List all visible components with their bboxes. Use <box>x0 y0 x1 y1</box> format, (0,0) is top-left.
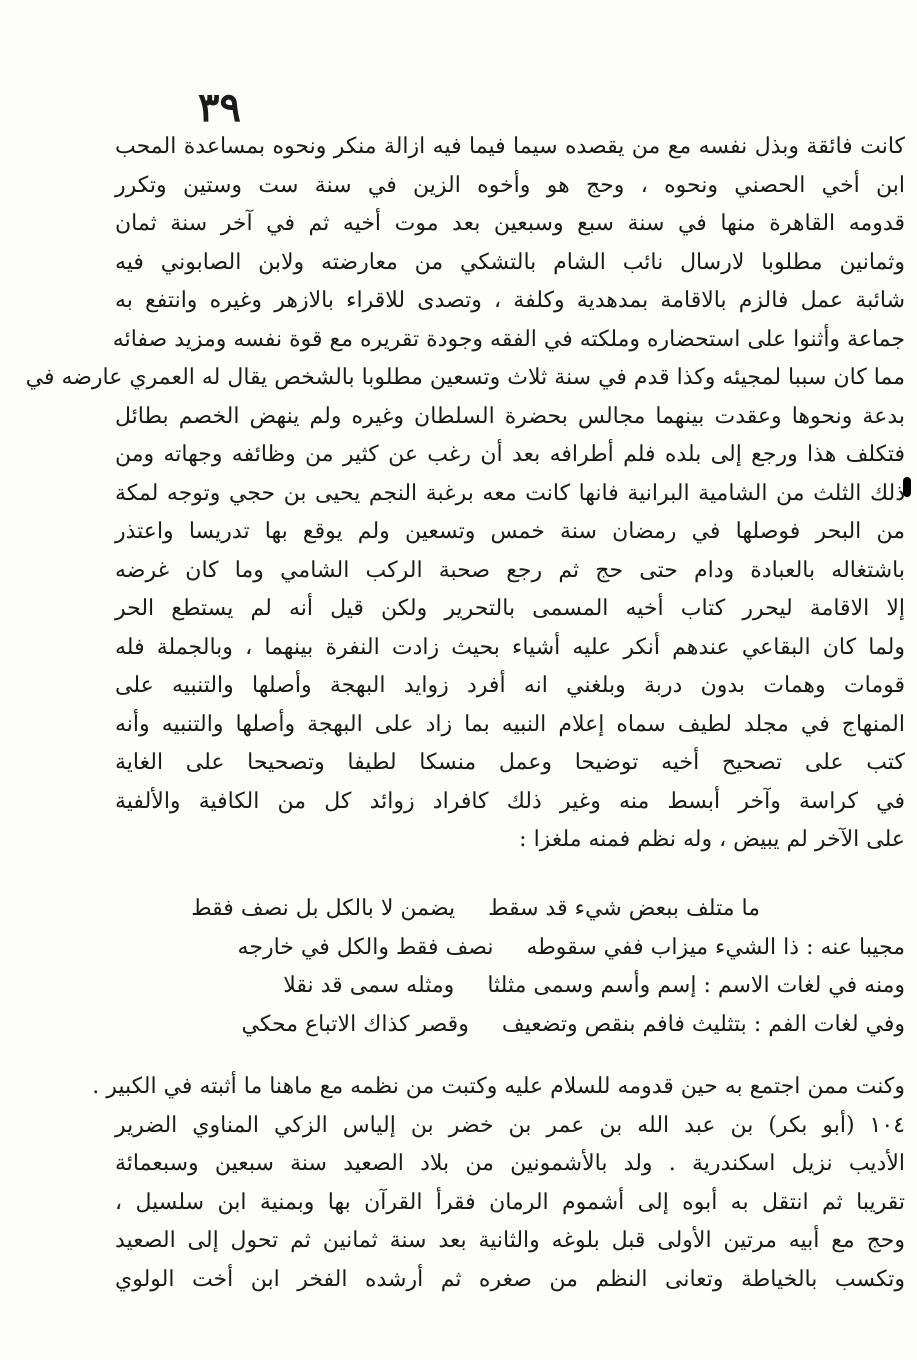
verse-first-hemistich: ما متلف ببعض شيء قد سقط <box>488 896 760 921</box>
text-line: وكنت ممن اجتمع به حين قدومه للسلام عليه وكتبت من نظمه مع ماهنا ما أثبته في الكبير . <box>92 1074 905 1099</box>
verse-second-hemistich: وقصر كذاك الاتباع محكي <box>241 1011 469 1037</box>
verse-lead: وفي لغات الفم : <box>753 1011 905 1037</box>
text-line: وثمانين مطلوبا لارسال نائب الشام بالتشكي من معارضته ولابن الصابوني فيه <box>115 249 905 275</box>
text-line: ذلك الثلث من الشامية البرانية فانها كانت معه برغبة النجم يحيى بن حجي وتوجه لمكة <box>115 480 905 506</box>
text-line: باشتغاله بالعبادة ودام حتى حج ثم رجع صحبة الركب الشامي وما كان غرضه <box>115 557 905 583</box>
biography-paragraph <box>25 128 905 860</box>
verse-lead: ومنه في لغات الاسم : <box>703 973 905 998</box>
text-line: شائبة عمل فالزم بالاقامة بمدهدية وكلفة ، وتصدى للاقراء بالازهر وغيره وانتفع به <box>115 288 905 313</box>
text-line: قدومه القاهرة منها في سنة سبع وسبعين بعد موت أخيه ثم في آخر سنة ثمان <box>115 211 905 236</box>
text-line: وحج مع أبيه مرتين الأولى قبل بلوغه والثانية بعد سنة ثمانين ثم تحول إلى الصعيد <box>115 1228 905 1253</box>
second-paragraph <box>92 1068 905 1299</box>
verse-second-hemistich: يضمن لا بالكل بل نصف فقط <box>191 896 456 921</box>
verse-line <box>115 890 905 929</box>
text-line: بدعة ونحوها وعقدت بينهما مجالس بحضرة السلطان وغيره ولم ينهض الخصم بطائل <box>115 403 905 429</box>
verse-line <box>115 1006 905 1045</box>
verse-second-hemistich: نصف فقط والكل في خارجه <box>237 934 494 960</box>
verse-lead: مجيبا عنه : <box>806 934 905 960</box>
text-line: مما كان سببا لمجيئه وكذا قدم في سنة ثلاث وتسعين مطلوبا بالشخص يقال له العمري عارضه في <box>25 365 905 390</box>
text-line: المنهاج في مجلد لطيف سماه إعلام النبيه بما زاد على البهجة وأصلها والتنبيه وأنه <box>115 711 905 737</box>
verse-first-hemistich: ذا الشيء ميزاب ففي سقوطه <box>526 934 800 960</box>
verse-first-hemistich: إسم وأسم وسمى مثلثا <box>487 973 697 998</box>
text-line: ابن أخي الحصني ونحوه ، وحج هو وأخوه الزين في سنة ست وستين وتكرر <box>115 172 905 198</box>
verse-first-hemistich: بتثليث فافم بنقص وتضعيف <box>501 1011 747 1037</box>
entry-heading-line: ١٠٤ (أبو بكر) بن عبد الله بن عمر بن خضر بن إلياس الزكي المناوي الضرير <box>115 1112 905 1138</box>
verse-second-hemistich: ومثله سمى قد نقلا <box>283 973 455 998</box>
text-line: فتكلف هذا ورجع إلى بلده فلم أطرافه بعد أن رغب عن كثير من وظائفه وجهاته ومن <box>115 442 905 467</box>
verse-line <box>115 967 905 1006</box>
poem-verses <box>115 890 905 1044</box>
text-line: جماعة وأثنوا على استحضاره وملكته في الفقه وجودة تقريره مع قوة نفسه ومزيد صفائه <box>112 326 905 352</box>
page-number: ٣٩ <box>198 84 241 131</box>
text-line: من البحر فوصلها في رمضان سنة خمس وتسعين ولم يوقع بها تدريسا واعتذر <box>115 519 905 544</box>
text-line: كانت فائقة وبذل نفسه مع من يقصده سيما فيما فيه ازالة منكر ونحوه بمساعدة المحب <box>115 134 905 159</box>
text-line: وتكسب بالخياطة وتعانى النظم من صغره ثم أرشده الفخر ابن أخت الولوي <box>115 1266 905 1292</box>
text-line: في كراسة وآخر أبسط منه وغير ذلك كافراد زوائد كل من الكافية والألفية <box>115 788 905 814</box>
text-line: تقريبا ثم انتقل به أبوه إلى أشموم الرمان فقرأ القرآن بها وبمنية ابن سلسيل ، <box>115 1189 905 1215</box>
text-line: على الآخر لم يبيض ، وله نظم فمنه ملغزا : <box>519 827 905 852</box>
text-line: ولما كان البقاعي عندهم أنكر عليه أشياء بحيث زادت النفرة بينهما ، وبالجملة فله <box>115 634 905 660</box>
text-line: كتب على تصحيح أخيه توضيحا وعمل منسكا لطيفا وتصحيحا على الغاية <box>115 750 905 775</box>
verse-line <box>115 929 905 968</box>
text-line: الأديب نزيل اسكندرية . ولد بالأشمونين من بلاد الصعيد سنة سبعين وسبعمائة <box>115 1151 905 1176</box>
text-line: إلا الاقامة ليحرر كتاب أخيه المسمى بالتحرير ولكن قيل أنه لم يستطع الحر <box>115 596 905 621</box>
text-line: قومات وهمات بدون دربة وبلغني انه أفرد زوايد البهجة وأصلها والتنبيه على <box>115 673 905 698</box>
